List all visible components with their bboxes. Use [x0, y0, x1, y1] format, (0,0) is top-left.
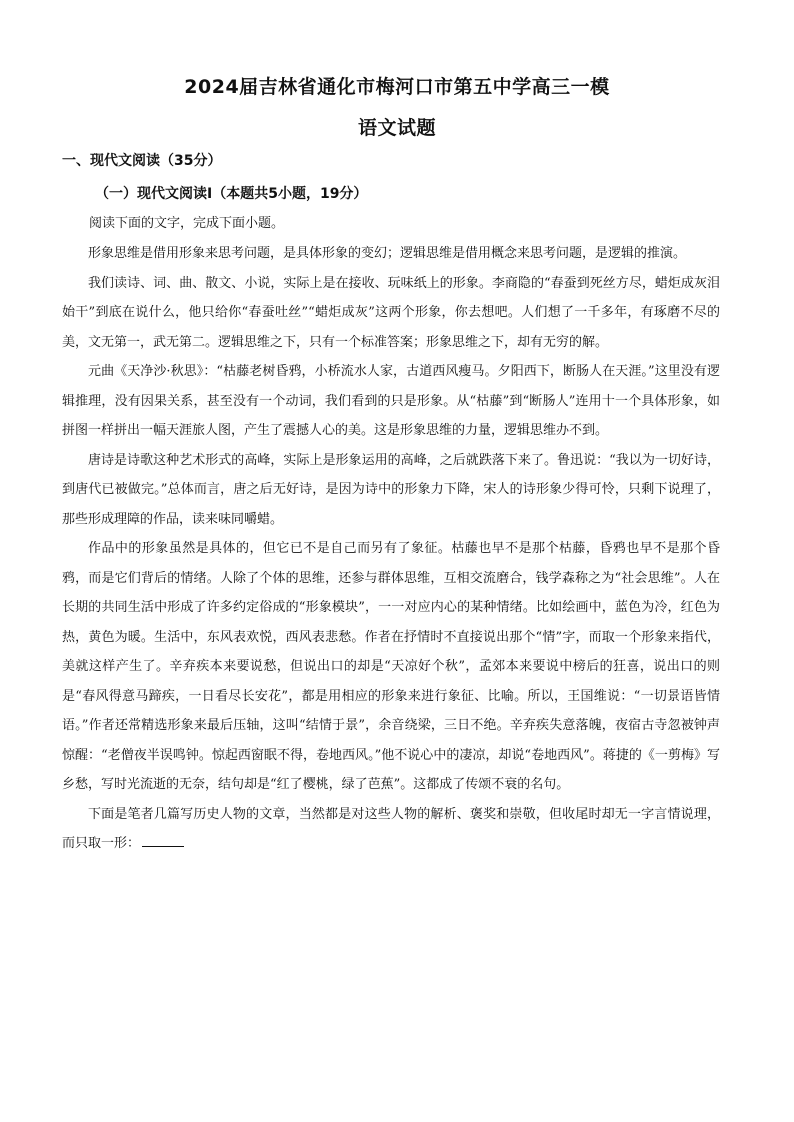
passage-paragraph-3: 元曲《天净沙·秋思》：“枯藤老树昏鸦，小桥流水人家，古道西风瘦马。夕阳西下，断肠人在天涯。”这里没有逻辑推理，没有因果关系，甚至没有一个动词，我们看到的只是形象。从“枯藤”到“断肠人”连用十一个具体形象，如拼图一样拼出一幅天涯旅人图，产生了震撼人心的美。这是形象思维的力量，逻辑思维办不到。: [62, 364, 720, 438]
reading-instruction: 阅读下面的文字，完成下面小题。: [89, 216, 285, 231]
passage-paragraph-2: 我们读诗、词、曲、散文、小说，实际上是在接收、玩味纸上的形象。李商隐的“春蚕到死丝方尽，蜡炬成灰泪始干”到底在说什么，他只给你“春蚕吐丝”“蜡炬成灰”这两个形象，你去想吧。人们想了一千多年，有琢磨不尽的美，文无第一，武无第二。逻辑思维之下，只有一个标准答案；形象思维之下，却有无穷的解。: [62, 275, 720, 350]
subsection-heading: （一）现代文阅读Ⅰ（本题共5小题，19分）: [95, 186, 368, 202]
passage-paragraph-6: [62, 800, 720, 859]
passage-paragraph-6-text: 下面是笔者几篇写历史人物的文章，当然都是对这些人物的解析、褒奖和崇敬，但收尾时却无一字言情说理，而只取一形：: [62, 806, 720, 851]
passage-paragraph-5: 作品中的形象虽然是具体的，但它已不是自己而另有了象征。枯藤也早不是那个枯藤，昏鸦也早不是那个昏鸦，而是它们背后的情绪。人除了个体的思维，还参与群体思维，互相交流磨合，钱学森称之为“社会思维”。人在长期的共同生活中形成了许多约定俗成的“形象模块”，一一对应内心的某种情绪。比如绘画中，蓝色为冷，红色为热，黄色为暖。生活中，东风表欢悦，西风表悲愁。作者在抒情时不直接说出那个“情”字，而取一个形象来指代，美就这样产生了。辛弃疾本来要说愁，但说出口的却是“天凉好个秋”，孟郊本来要说中榜后的狂喜，说出口的则是“春风得意马蹄疾，一日看尽长安花”，都是用相应的形象来进行象征、比喻。所以，王国维说：“一切景语皆情语。”作者还常精选形象来最后压轴，这叫“结情于景”，余音绕梁，三日不绝。辛弃疾失意落魄，夜宿古寺忽被钟声惊醒：“老僧夜半误鸣钟。惊起西窗眠不得，卷地西风。”他不说心中的凄凉，却说“卷地西风”。蒋捷的《一剪梅》写乡愁，写时光流逝的无奈，结句却是“红了樱桃，绿了芭蕉”。这都成了传颂不衰的名句。: [62, 541, 720, 792]
passage-paragraph-4: 唐诗是诗歌这种艺术形式的高峰，实际上是形象运用的高峰，之后就跌落下来了。鲁迅说：“我以为一切好诗，到唐代已被做完。”总体而言，唐之后无好诗，是因为诗中的形象力下降，宋人的诗形象少得可怜，只剩下说理了，那些形成理障的作品，读来味同嚼蜡。: [62, 452, 720, 527]
document-subtitle: 语文试题: [357, 117, 436, 139]
fill-in-blank[interactable]: [142, 832, 184, 847]
document-title: 2024届吉林省通化市梅河口市第五中学高三一模: [184, 76, 610, 98]
section-heading: 一、现代文阅读（35分）: [62, 153, 222, 169]
passage-paragraph-1: 形象思维是借用形象来思考问题，是具体形象的变幻；逻辑思维是借用概念来思考问题，是逻辑的推演。: [88, 246, 687, 261]
passage-body: [62, 239, 720, 859]
